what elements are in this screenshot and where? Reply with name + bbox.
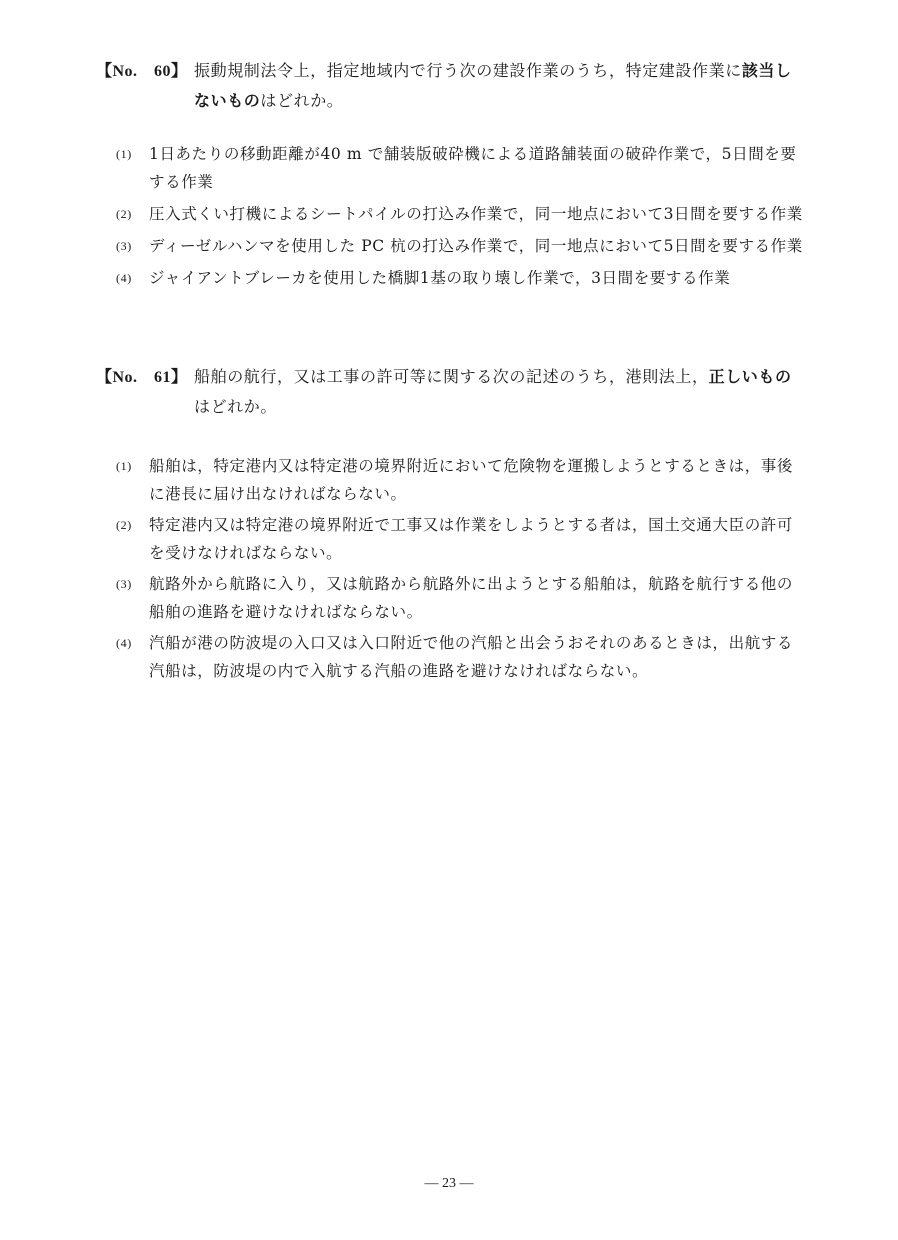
question-header bbox=[96, 362, 808, 422]
question-number: 【No. 61】 bbox=[96, 369, 188, 386]
choice-label: (1) bbox=[116, 459, 132, 473]
choice-item[interactable] bbox=[96, 629, 808, 685]
question-60 bbox=[96, 56, 808, 296]
choice-text: 船舶は，特定港内又は特定港の境界附近において危険物を運搬しようとするときは，事後に港長に届け出なければならない。 bbox=[149, 457, 794, 503]
choice-label: (4) bbox=[116, 636, 132, 650]
choice-item[interactable] bbox=[96, 264, 808, 292]
choice-text: 圧入式くい打機によるシートパイルの打込み作業で，同一地点において3日間を要する作業 bbox=[149, 205, 803, 223]
question-header bbox=[96, 56, 808, 116]
stem-text: 振動規制法令上，指定地域内で行う次の建設作業のうち，特定建設作業に bbox=[194, 61, 742, 80]
question-stem bbox=[194, 362, 808, 422]
stem-emphasis: 該当しないもの bbox=[194, 61, 792, 110]
choice-text: 航路外から航路に入り，又は航路から航路外に出ようとする船舶は，航路を航行する他の船舶の進路を避けなければならない。 bbox=[149, 575, 794, 621]
choice-item[interactable] bbox=[96, 232, 808, 260]
choice-text: 汽船が港の防波堤の入口又は入口附近で他の汽船と出会うおそれのあるときは，出航する汽船は，防波堤の内で入航する汽船の進路を避けなければならない。 bbox=[149, 634, 794, 680]
choice-item[interactable] bbox=[96, 452, 808, 508]
choice-item[interactable] bbox=[96, 200, 808, 228]
page-number: ― 23 ― bbox=[424, 1176, 474, 1191]
stem-text-end: はどれか。 bbox=[260, 91, 344, 110]
question-61 bbox=[96, 362, 808, 688]
stem-emphasis: 正しいもの bbox=[708, 367, 792, 386]
choice-text: ジャイアントブレーカを使用した橋脚1基の取り壊し作業で，3日間を要する作業 bbox=[149, 269, 731, 287]
stem-text: 船舶の航行，又は工事の許可等に関する次の記述のうち，港則法上， bbox=[194, 367, 709, 386]
choice-list bbox=[96, 452, 808, 685]
stem-text-end: はどれか。 bbox=[194, 397, 278, 416]
choice-list bbox=[96, 140, 808, 292]
choice-label: (3) bbox=[116, 239, 132, 253]
choice-label: (3) bbox=[116, 577, 132, 591]
question-stem bbox=[194, 56, 808, 116]
question-number: 【No. 60】 bbox=[96, 63, 188, 80]
choice-item[interactable] bbox=[96, 511, 808, 567]
choice-text: 特定港内又は特定港の境界附近で工事又は作業をしようとする者は，国土交通大臣の許可を受けなければならない。 bbox=[149, 516, 794, 562]
choice-text: 1日あたりの移動距離が40 m で舗装版破砕機による道路舗装面の破砕作業で，5日間を要する作業 bbox=[149, 145, 797, 191]
choice-label: (2) bbox=[116, 207, 132, 221]
choice-item[interactable] bbox=[96, 570, 808, 626]
choice-label: (1) bbox=[116, 147, 132, 161]
choice-item[interactable] bbox=[96, 140, 808, 196]
choice-label: (4) bbox=[116, 271, 132, 285]
choice-label: (2) bbox=[116, 518, 132, 532]
choice-text: ディーゼルハンマを使用した PC 杭の打込み作業で，同一地点において5日間を要する作業 bbox=[149, 237, 803, 255]
